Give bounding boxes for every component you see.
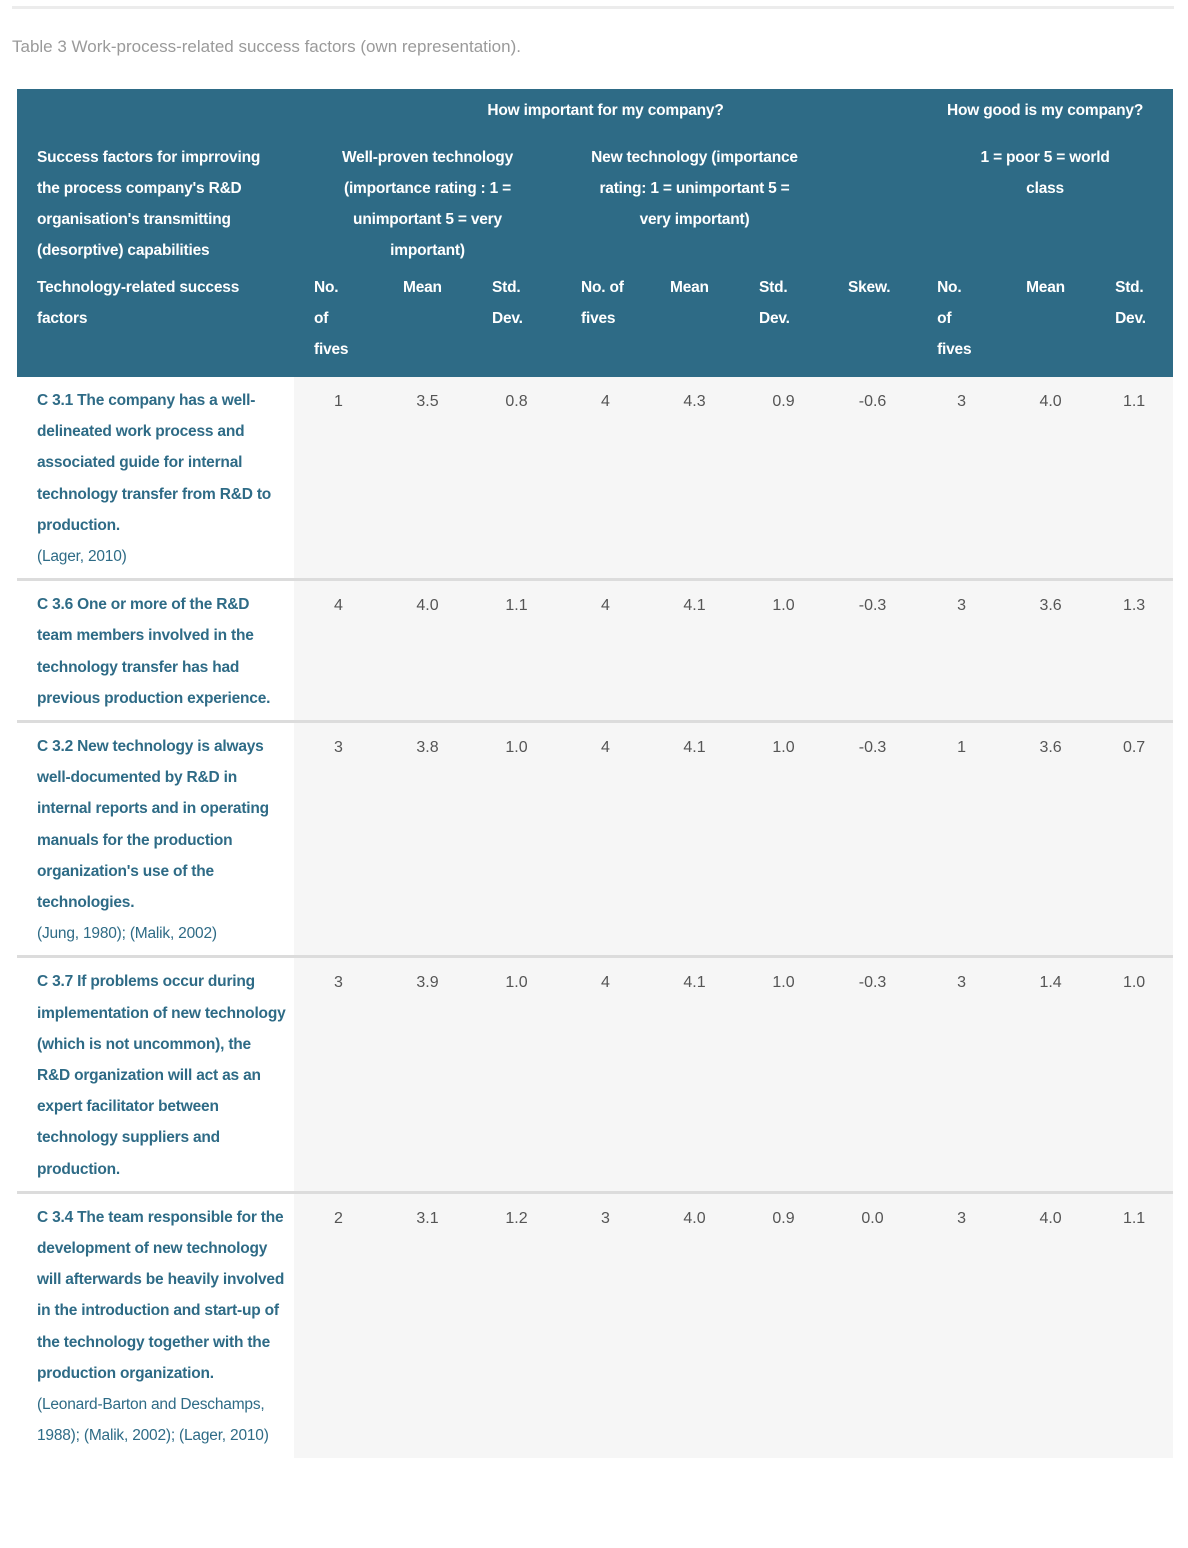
value-cell: 4.1 [650,580,739,722]
factor-text: C 3.7 If problems occur during implementation of new technology (which is not uncommon), the R&D organization will act as an expert facilitator between technology suppliers and production. [37,973,286,1178]
col-no-of-fives: No. of fives [937,279,972,358]
value-cell: 3.6 [1006,580,1095,722]
factor-text: C 3.6 One or more of the R&D team members involved in the technology transfer has had previous production experience. [37,596,271,707]
value-cell: 4 [561,957,650,1192]
header-desc-row [17,142,1173,272]
value-cell: 3 [917,1192,1006,1457]
value-cell: 1.0 [472,722,561,957]
table-row [17,957,1173,1192]
value-cell: 1.0 [739,580,828,722]
factor-cell [17,722,294,957]
factor-text: C 3.4 The team responsible for the development of new technology will afterwards be heavily involved in the introduction and start-up of the technology together with the production organization. [37,1208,285,1382]
value-cell: -0.6 [828,377,917,580]
value-cell: 1 [294,377,383,580]
value-cell: 3.1 [383,1192,472,1457]
factor-reference: (Jung, 1980); (Malik, 2002) [37,925,217,943]
value-cell: 4 [561,377,650,580]
value-cell: 4.3 [650,377,739,580]
table-row [17,377,1173,580]
factor-reference: (Lager, 2010) [37,548,127,566]
factor-text: C 3.2 New technology is always well-documented by R&D in internal reports and in operating manuals for the production organization's use of the technologies. [37,738,269,912]
table-row [17,1192,1173,1457]
value-cell: 4.0 [650,1192,739,1457]
value-cell: -0.3 [828,722,917,957]
col-mean: Mean [1026,279,1065,296]
value-cell: 0.7 [1095,722,1173,957]
value-cell: 3 [917,957,1006,1192]
value-cell: 3 [561,1192,650,1457]
header-factor-col: Technology-related success factors [37,279,240,327]
success-factors-table [17,89,1173,1458]
value-cell: 1.2 [472,1192,561,1457]
header-good-desc: 1 = poor 5 = world class [980,149,1110,197]
value-cell: 3.9 [383,957,472,1192]
col-std-dev: Std. Dev. [1115,279,1146,327]
value-cell: 4.0 [1006,377,1095,580]
header-factor-desc: Success factors for imprroving the process company's R&D organisation's transmitting (desorptive) capabilities [37,149,261,259]
value-cell: 1.1 [1095,1192,1173,1457]
value-cell: 1.4 [1006,957,1095,1192]
value-cell: 4 [561,580,650,722]
table-row [17,722,1173,957]
header-well-proven-desc: Well-proven technology (importance rating : 1 = unimportant 5 = very important) [342,149,513,259]
factor-cell [17,1192,294,1457]
value-cell: -0.3 [828,580,917,722]
col-mean: Mean [403,279,442,296]
factor-cell [17,957,294,1192]
factor-cell [17,580,294,722]
value-cell: 1 [917,722,1006,957]
value-cell: 0.8 [472,377,561,580]
value-cell: 1.0 [1095,957,1173,1192]
value-cell: 3 [917,377,1006,580]
value-cell: -0.3 [828,957,917,1192]
table-row [17,580,1173,722]
factor-cell [17,377,294,580]
col-no-of-fives: No. of fives [314,279,349,358]
value-cell: 1.3 [1095,580,1173,722]
value-cell: 1.0 [739,722,828,957]
value-cell: 4.0 [383,580,472,722]
factor-text: C 3.1 The company has a well-delineated work process and associated guide for internal technology transfer from R&D to production. [37,392,272,534]
value-cell: 3.8 [383,722,472,957]
col-std-dev: Std. Dev. [492,279,523,327]
value-cell: 1.0 [739,957,828,1192]
col-mean: Mean [670,279,709,296]
col-skew: Skew. [848,279,891,296]
value-cell: 4.0 [1006,1192,1095,1457]
factor-reference: (Leonard-Barton and Deschamps, 1988); (Malik, 2002); (Lager, 2010) [37,1396,269,1445]
col-std-dev: Std. Dev. [759,279,790,327]
value-cell: 0.0 [828,1192,917,1457]
header-columns-row [17,272,1173,377]
top-divider [12,6,1174,9]
value-cell: 4 [294,580,383,722]
value-cell: 3 [917,580,1006,722]
value-cell: 1.1 [472,580,561,722]
header-group-good: How good is my company? [947,102,1144,119]
value-cell: 0.9 [739,377,828,580]
value-cell: 3.6 [1006,722,1095,957]
header-empty-cell [17,89,294,142]
header-group-important: How important for my company? [487,102,724,119]
col-no-of-fives: No. of fives [581,279,624,327]
header-new-tech-desc: New technology (importance rating: 1 = unimportant 5 = very important) [591,149,798,228]
value-cell: 1.1 [1095,377,1173,580]
value-cell: 3.5 [383,377,472,580]
value-cell: 3 [294,957,383,1192]
value-cell: 2 [294,1192,383,1457]
value-cell: 4.1 [650,957,739,1192]
table-caption: Table 3 Work-process-related success factors (own representation). [12,37,521,56]
header-group-row [17,89,1173,142]
value-cell: 3 [294,722,383,957]
header-empty-cell [828,142,917,272]
value-cell: 1.0 [472,957,561,1192]
value-cell: 0.9 [739,1192,828,1457]
value-cell: 4 [561,722,650,957]
value-cell: 4.1 [650,722,739,957]
